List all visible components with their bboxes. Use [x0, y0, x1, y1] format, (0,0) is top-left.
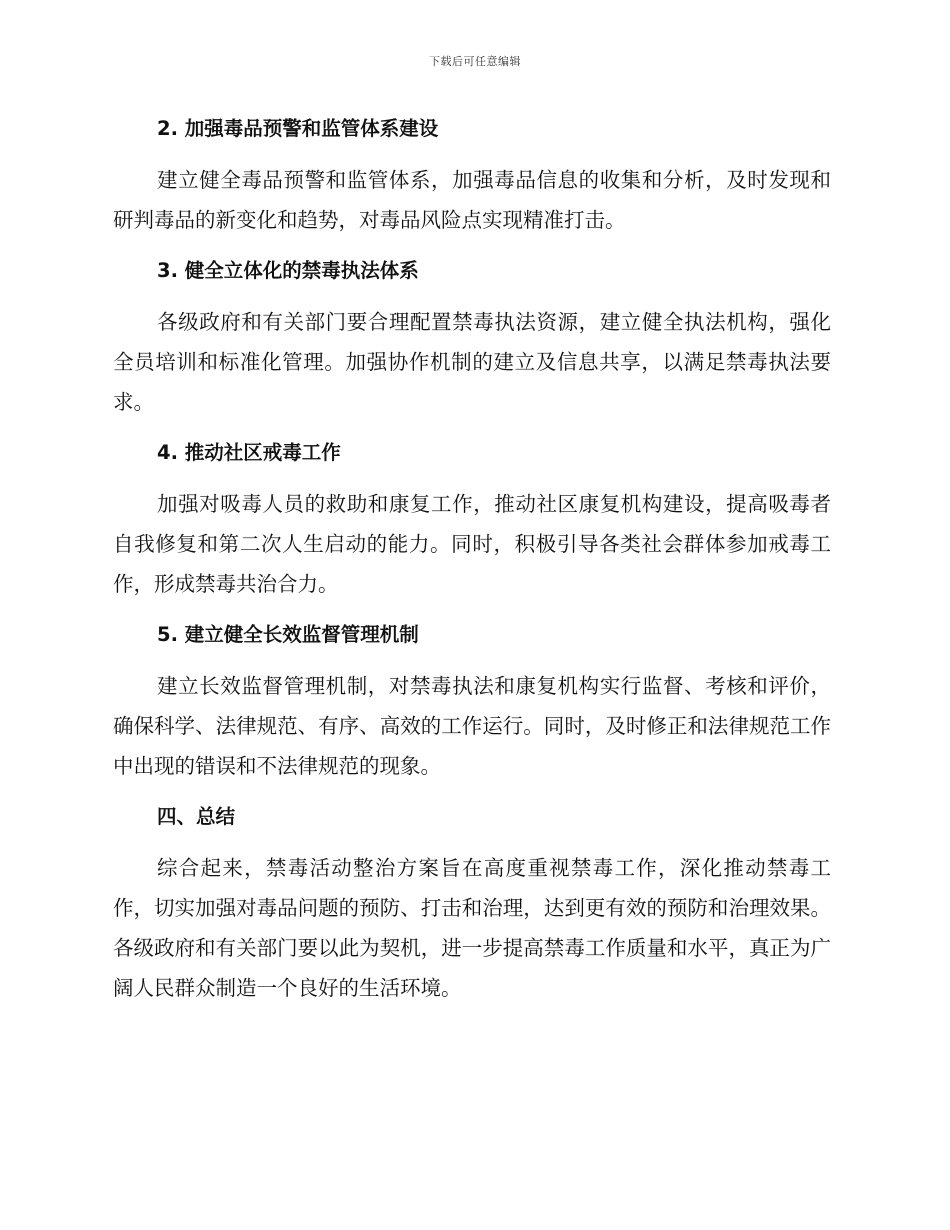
section-2: [113, 108, 831, 240]
section-heading: 3. 健全立体化的禁毒执法体系: [157, 259, 419, 282]
section-heading: 四、总结: [157, 805, 236, 828]
section-4: [113, 432, 831, 604]
section-heading: 5. 建立健全长效监督管理机制: [157, 623, 419, 646]
section-summary: [113, 796, 831, 1008]
section-paragraph: 各级政府和有关部门要合理配置禁毒执法资源，建立健全执法机构，强化全员培训和标准化管理。加强协作机制的建立及信息共享，以满足禁毒执法要求。: [113, 310, 831, 414]
section-paragraph: 建立健全毒品预警和监管体系，加强毒品信息的收集和分析，及时发现和研判毒品的新变化和趋势，对毒品风险点实现精准打击。: [113, 168, 831, 232]
section-paragraph: 加强对吸毒人员的救助和康复工作，推动社区康复机构建设，提高吸毒者自我修复和第二次人生启动的能力。同时，积极引导各类社会群体参加戒毒工作，形成禁毒共治合力。: [113, 492, 831, 596]
section-5: [113, 614, 831, 786]
section-paragraph: 综合起来，禁毒活动整治方案旨在高度重视禁毒工作，深化推动禁毒工作，切实加强对毒品问题的预防、打击和治理，达到更有效的预防和治理效果。各级政府和有关部门要以此为契机，进一步提高禁毒工作质量和水平，真正为广阔人民群众制造一个良好的生活环境。: [113, 856, 831, 1000]
document-body: [113, 108, 831, 1018]
section-paragraph: 建立长效监督管理机制，对禁毒执法和康复机构实行监督、考核和评价，确保科学、法律规范、有序、高效的工作运行。同时，及时修正和法律规范工作中出现的错误和不法律规范的现象。: [113, 674, 831, 778]
section-heading: 2. 加强毒品预警和监管体系建设: [157, 117, 439, 140]
section-3: [113, 250, 831, 422]
section-heading: 4. 推动社区戒毒工作: [157, 441, 341, 464]
header-note: 下载后可任意编辑: [429, 55, 521, 68]
